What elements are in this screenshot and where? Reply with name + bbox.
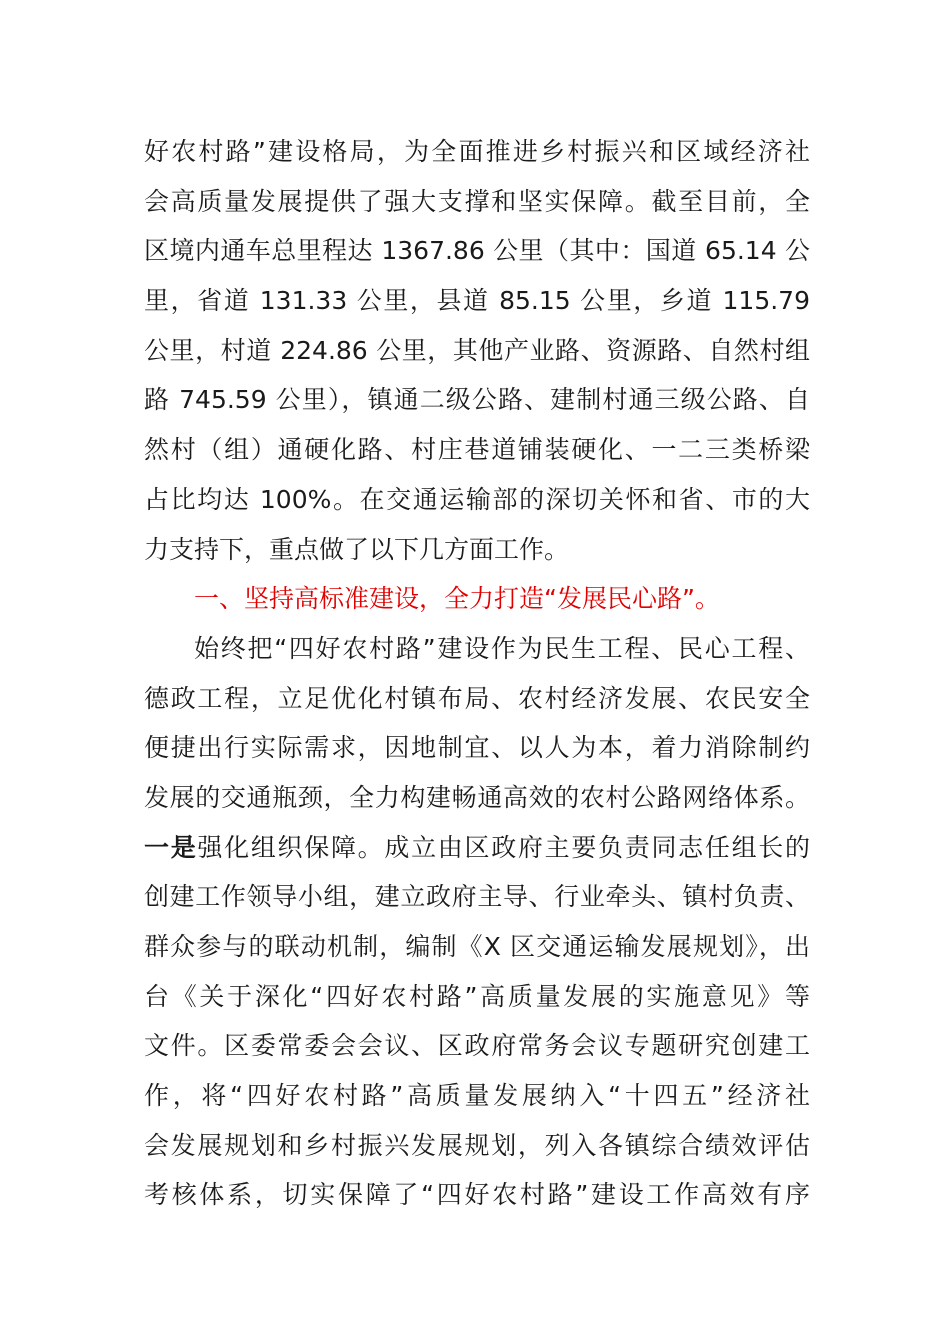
section-heading: 一、坚持高标准建设，全力打造“发展民心路”。: [194, 584, 720, 614]
paragraph-line: 然村（组）通硬化路、村庄巷道铺装硬化、一二三类桥梁: [144, 435, 810, 465]
paragraph-line: 里，省道 131.33 公里，县道 85.15 公里，乡道 115.79: [144, 286, 810, 316]
document-body: [144, 127, 810, 1220]
bold-lead: 一是: [144, 832, 198, 862]
paragraph-line: 占比均达 100%。在交通运输部的深切关怀和省、市的大: [144, 484, 810, 514]
paragraph-line: 德政工程，立足优化村镇布局、农村经济发展、农民安全: [144, 683, 810, 713]
paragraph-line: 作，将“四好农村路”高质量发展纳入“十四五”经济社: [144, 1081, 810, 1111]
paragraph-line: 路 745.59 公里），镇通二级公路、建制村通三级公路、自: [144, 385, 810, 415]
paragraph-line: 便捷出行实际需求，因地制宜、以人为本，着力消除制约: [144, 733, 810, 763]
paragraph-line: 好农村路”建设格局，为全面推进乡村振兴和区域经济社: [144, 137, 810, 166]
paragraph-line: 始终把“四好农村路”建设作为民生工程、民心工程、: [194, 633, 810, 663]
paragraph-line: 创建工作领导小组，建立政府主导、行业牵头、镇村负责、: [144, 882, 810, 912]
lead-rest: 强化组织保障。成立由区政府主要负责同志任组长的: [197, 832, 810, 862]
paragraph-line: 群众参与的联动机制，编制《X 区交通运输发展规划》，出: [144, 932, 810, 961]
paragraph-line: 公里，村道 224.86 公里，其他产业路、资源路、自然村组: [144, 335, 810, 365]
paragraph-line: 会发展规划和乡村振兴发展规划，列入各镇综合绩效评估: [144, 1130, 810, 1160]
paragraph-line: 文件。区委常委会会议、区政府常务会议专题研究创建工: [144, 1031, 810, 1061]
paragraph-line: 台《关于深化“四好农村路”高质量发展的实施意见》等: [144, 981, 810, 1011]
paragraph-line-with-lead: [144, 823, 810, 873]
paragraph-line: 区境内通车总里程达 1367.86 公里（其中：国道 65.14 公: [144, 236, 810, 266]
paragraph-line: 力支持下，重点做了以下几方面工作。: [144, 534, 570, 564]
paragraph-line: 考核体系，切实保障了“四好农村路”建设工作高效有序: [144, 1180, 810, 1210]
paragraph-line: 发展的交通瓶颈，全力构建畅通高效的农村公路网络体系。: [144, 782, 810, 812]
paragraph-line: 会高质量发展提供了强大支撑和坚实保障。截至目前，全: [144, 186, 810, 216]
